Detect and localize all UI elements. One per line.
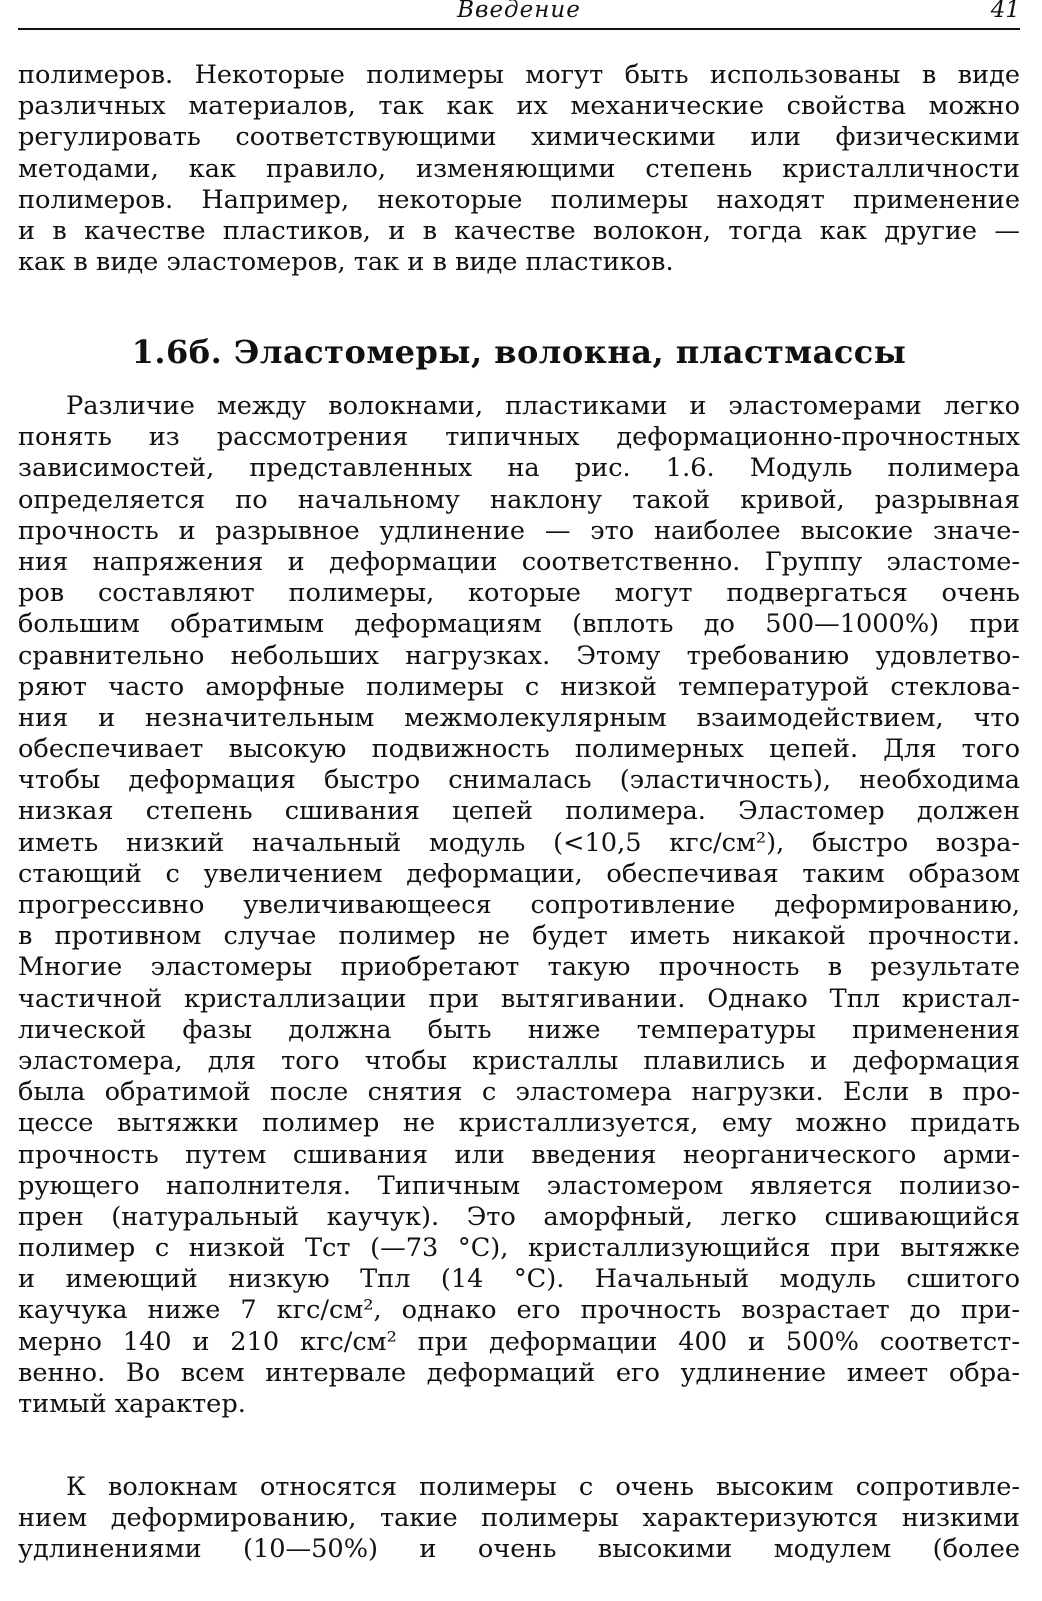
text-line: стающий с увеличением деформации, обеспечивая таким образом <box>18 858 1020 889</box>
text-line: большим обратимым деформациям (вплоть до 500—1000%) при <box>18 609 1020 640</box>
text-line: зависимостей, представленных на рис. 1.6. Модуль полимера <box>18 453 1020 484</box>
text-line: цессе вытяжки полимер не кристаллизуется, ему можно придать <box>18 1108 1020 1139</box>
text-line: и в качестве пластиков, и в качестве волокон, тогда как другие — <box>18 215 1020 246</box>
text-line: методами, как правило, изменяющими степень кристалличности <box>18 153 1020 184</box>
text-line: полимеров. Некоторые полимеры могут быть использованы в виде <box>18 60 1020 90</box>
paragraph-continued <box>18 60 1020 278</box>
text-line: в противном случае полимер не будет иметь никакой прочности. <box>18 921 1020 952</box>
text-line: мерно 140 и 210 кгс/см² при деформации 400 и 500% соответст- <box>18 1326 1020 1357</box>
section-heading: 1.6б. Эластомеры, волокна, пластмассы <box>131 333 907 371</box>
text-line: прочность и разрывное удлинение — это наиболее высокие значе- <box>18 515 1020 546</box>
text-line: рующего наполнителя. Типичным эластомером является полиизо- <box>18 1170 1020 1201</box>
text-line: полимер с низкой Tст (—73 °C), кристаллизующийся при вытяжке <box>18 1233 1020 1264</box>
text-line: как в виде эластомеров, так и в виде пластиков. <box>18 247 674 278</box>
paragraph-fibers <box>18 1472 1020 1566</box>
page-number: 41 <box>990 0 1020 23</box>
text-line: лической фазы должна быть ниже температуры применения <box>18 1014 1020 1045</box>
text-line: прочность путем сшивания или введения неорганического арми- <box>18 1139 1020 1170</box>
text-line: чтобы деформация быстро снималась (эластичность), необходима <box>18 765 1020 796</box>
text-line: ров составляют полимеры, которые могут подвергаться очень <box>18 578 1020 609</box>
text-line: различных материалов, так как их механические свойства можно <box>18 91 1020 122</box>
text-line: была обратимой после снятия с эластомера нагрузки. Если в про- <box>18 1077 1020 1108</box>
text-line: ряют часто аморфные полимеры с низкой температурой стеклова- <box>18 671 1020 702</box>
text-line: иметь низкий начальный модуль (<10,5 кгс/см²), быстро возра- <box>18 827 1020 858</box>
paragraph-elastomers <box>18 391 1020 1420</box>
header-title: Введение <box>457 0 581 23</box>
text-line: определяется по начальному наклону такой кривой, разрывная <box>18 484 1020 515</box>
text-line: обеспечивает высокую подвижность полимерных цепей. Для того <box>18 734 1020 765</box>
text-line: и имеющий низкую Tпл (14 °C). Начальный модуль сшитого <box>18 1264 1020 1295</box>
text-line: Многие эластомеры приобретают такую прочность в результате <box>18 952 1020 983</box>
text-line: ния и незначительным межмолекулярным взаимодействием, что <box>18 702 1020 733</box>
text-line: прен (натуральный каучук). Это аморфный, легко сшивающийся <box>18 1201 1020 1232</box>
text-line: К волокнам относятся полимеры с очень высоким сопротивле- <box>66 1472 1020 1502</box>
text-line: прогрессивно увеличивающееся сопротивление деформированию, <box>18 890 1020 920</box>
book-page <box>18 0 1020 1601</box>
text-line: понять из рассмотрения типичных деформационно-прочностных <box>18 422 1020 453</box>
text-line: нием деформированию, такие полимеры характеризуются низкими <box>18 1503 1020 1534</box>
text-line: ния напряжения и деформации соответственно. Группу эластоме- <box>18 546 1020 577</box>
text-line: каучука ниже 7 кгс/см², однако его прочность возрастает до при- <box>18 1295 1020 1326</box>
text-line: Различие между волокнами, пластиками и эластомерами легко <box>66 391 1020 421</box>
text-line: эластомера, для того чтобы кристаллы плавились и деформация <box>18 1045 1020 1076</box>
text-line: сравнительно небольших нагрузках. Этому требованию удовлетво- <box>18 640 1020 671</box>
text-line: удлинениями (10—50%) и очень высокими модулем (более <box>18 1534 1020 1565</box>
text-line: регулировать соответствующими химическими или физическими <box>18 122 1020 153</box>
text-line: низкая степень сшивания цепей полимера. Эластомер должен <box>18 796 1020 827</box>
text-line: полимеров. Например, некоторые полимеры находят применение <box>18 184 1020 215</box>
running-header <box>18 0 1020 30</box>
text-line: частичной кристаллизации при вытягивании. Однако Tпл кристал- <box>18 983 1020 1014</box>
text-line: венно. Во всем интервале деформаций его удлинение имеет обра- <box>18 1357 1020 1388</box>
text-line: тимый характер. <box>18 1389 246 1419</box>
